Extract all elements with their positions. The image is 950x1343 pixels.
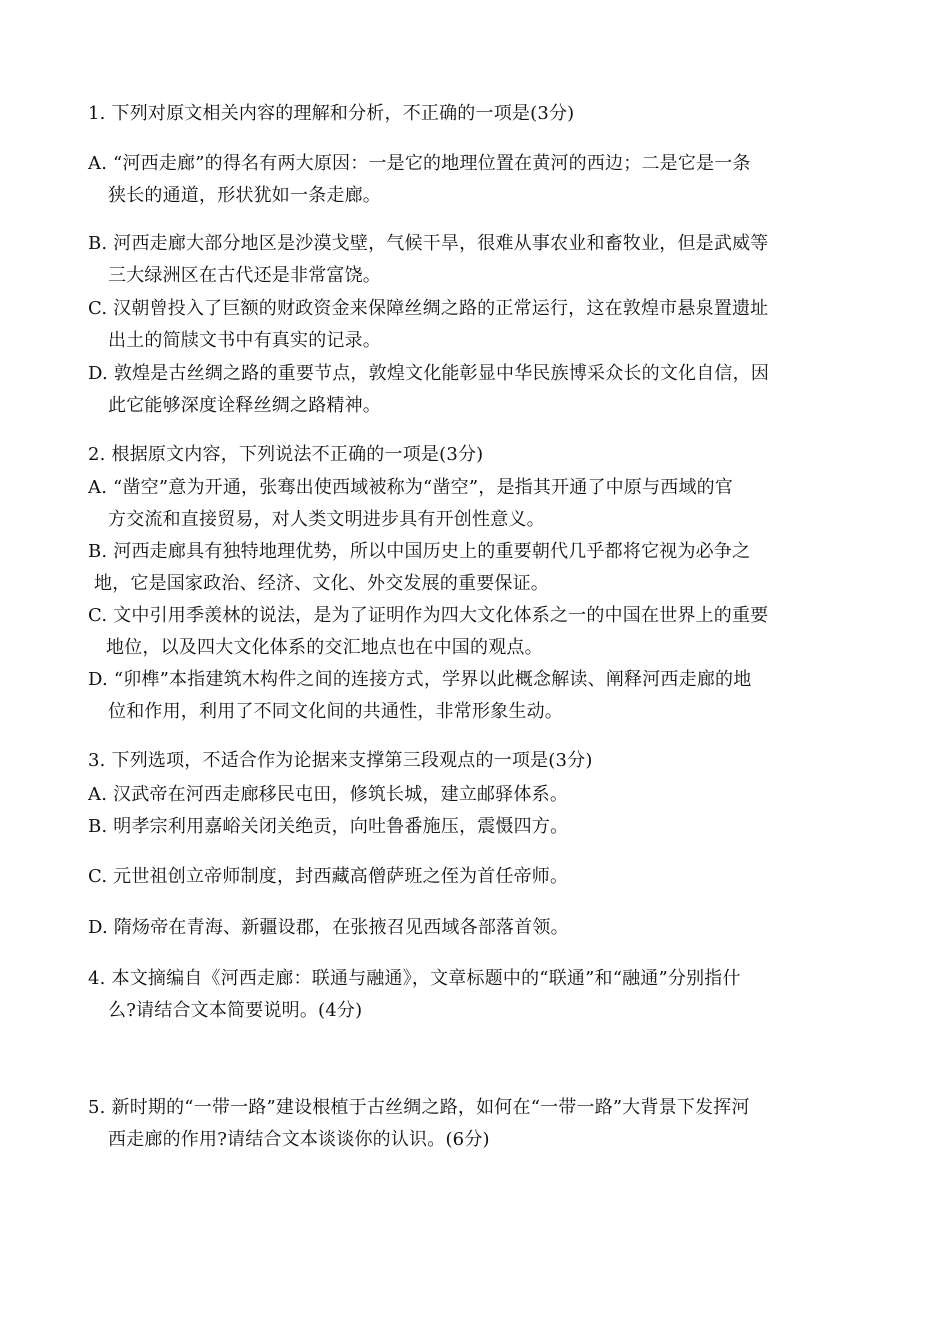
question-2-option-b-cont: 地，它是国家政治、经济、文化、外交发展的重要保证。 [94,573,549,594]
question-2-option-a-cont: 方交流和直接贸易，对人类文明进步具有开创性意义。 [108,509,545,530]
question-5-stem-cont: 西走廊的作用?请结合文本谈谈你的认识。(6分) [108,1129,490,1150]
question-2-option-c[interactable]: C. 文中引用季羡林的说法，是为了证明作为四大文化体系之一的中国在世界上的重要 [88,605,769,626]
question-4-stem: 4. 本文摘编自《河西走廊：联通与融通》，文章标题中的“联通”和“融通”分别指什 [88,968,741,989]
question-3-option-c[interactable]: C. 元世祖创立帝师制度，封西藏高僧萨班之侄为首任帝师。 [88,866,569,887]
question-2-option-c-cont: 地位，以及四大文化体系的交汇地点也在中国的观点。 [106,637,543,658]
question-2-option-d[interactable]: D. “卯榫”本指建筑木构件之间的连接方式，学界以此概念解读、阐释河西走廊的地 [88,669,752,690]
question-1-option-c[interactable]: C. 汉朝曾投入了巨额的财政资金来保障丝绸之路的正常运行，这在敦煌市悬泉置遗址 [88,298,769,319]
question-1-option-d-cont: 此它能够深度诠释丝绸之路精神。 [108,395,381,416]
question-1-option-c-cont: 出土的简牍文书中有真实的记录。 [108,330,381,351]
question-2-option-b[interactable]: B. 河西走廊具有独特地理优势，所以中国历史上的重要朝代几乎都将它视为必争之 [88,541,751,562]
question-3-option-a[interactable]: A. 汉武帝在河西走廊移民屯田，修筑长城，建立邮驿体系。 [88,784,569,805]
question-1-option-b-cont: 三大绿洲区在古代还是非常富饶。 [108,265,381,286]
question-1-option-b[interactable]: B. 河西走廊大部分地区是沙漠戈壁，气候干旱，很难从事农业和畜牧业，但是武威等 [88,233,769,254]
question-3-option-d[interactable]: D. 隋炀帝在青海、新疆设郡，在张掖召见西域各部落首领。 [88,917,569,938]
question-4-stem-cont: 么?请结合文本简要说明。(4分) [108,1000,363,1021]
question-2-stem: 2. 根据原文内容，下列说法不正确的一项是(3分) [88,444,484,465]
question-1-option-a[interactable]: A. “河西走廊”的得名有两大原因：一是它的地理位置在黄河的西边；二是它是一条 [88,153,751,174]
question-1-option-a-cont: 狭长的通道，形状犹如一条走廊。 [108,185,381,206]
question-1-stem: 1. 下列对原文相关内容的理解和分析，不正确的一项是(3分) [88,103,575,124]
question-2-option-a[interactable]: A. “凿空”意为开通，张骞出使西域被称为“凿空”，是指其开通了中原与西域的官 [88,477,734,498]
question-3-stem: 3. 下列选项，不适合作为论据来支撑第三段观点的一项是(3分) [88,750,593,771]
question-1-option-d[interactable]: D. 敦煌是古丝绸之路的重要节点，敦煌文化能彰显中华民族博采众长的文化自信，因 [88,363,770,384]
question-3-option-b[interactable]: B. 明孝宗利用嘉峪关闭关绝贡，向吐鲁番施压，震慑四方。 [88,816,569,837]
question-2-option-d-cont: 位和作用，利用了不同文化间的共通性，非常形象生动。 [108,701,563,722]
question-5-stem: 5. 新时期的“一带一路”建设根植于古丝绸之路，如何在“一带一路”大背景下发挥河 [88,1097,750,1118]
